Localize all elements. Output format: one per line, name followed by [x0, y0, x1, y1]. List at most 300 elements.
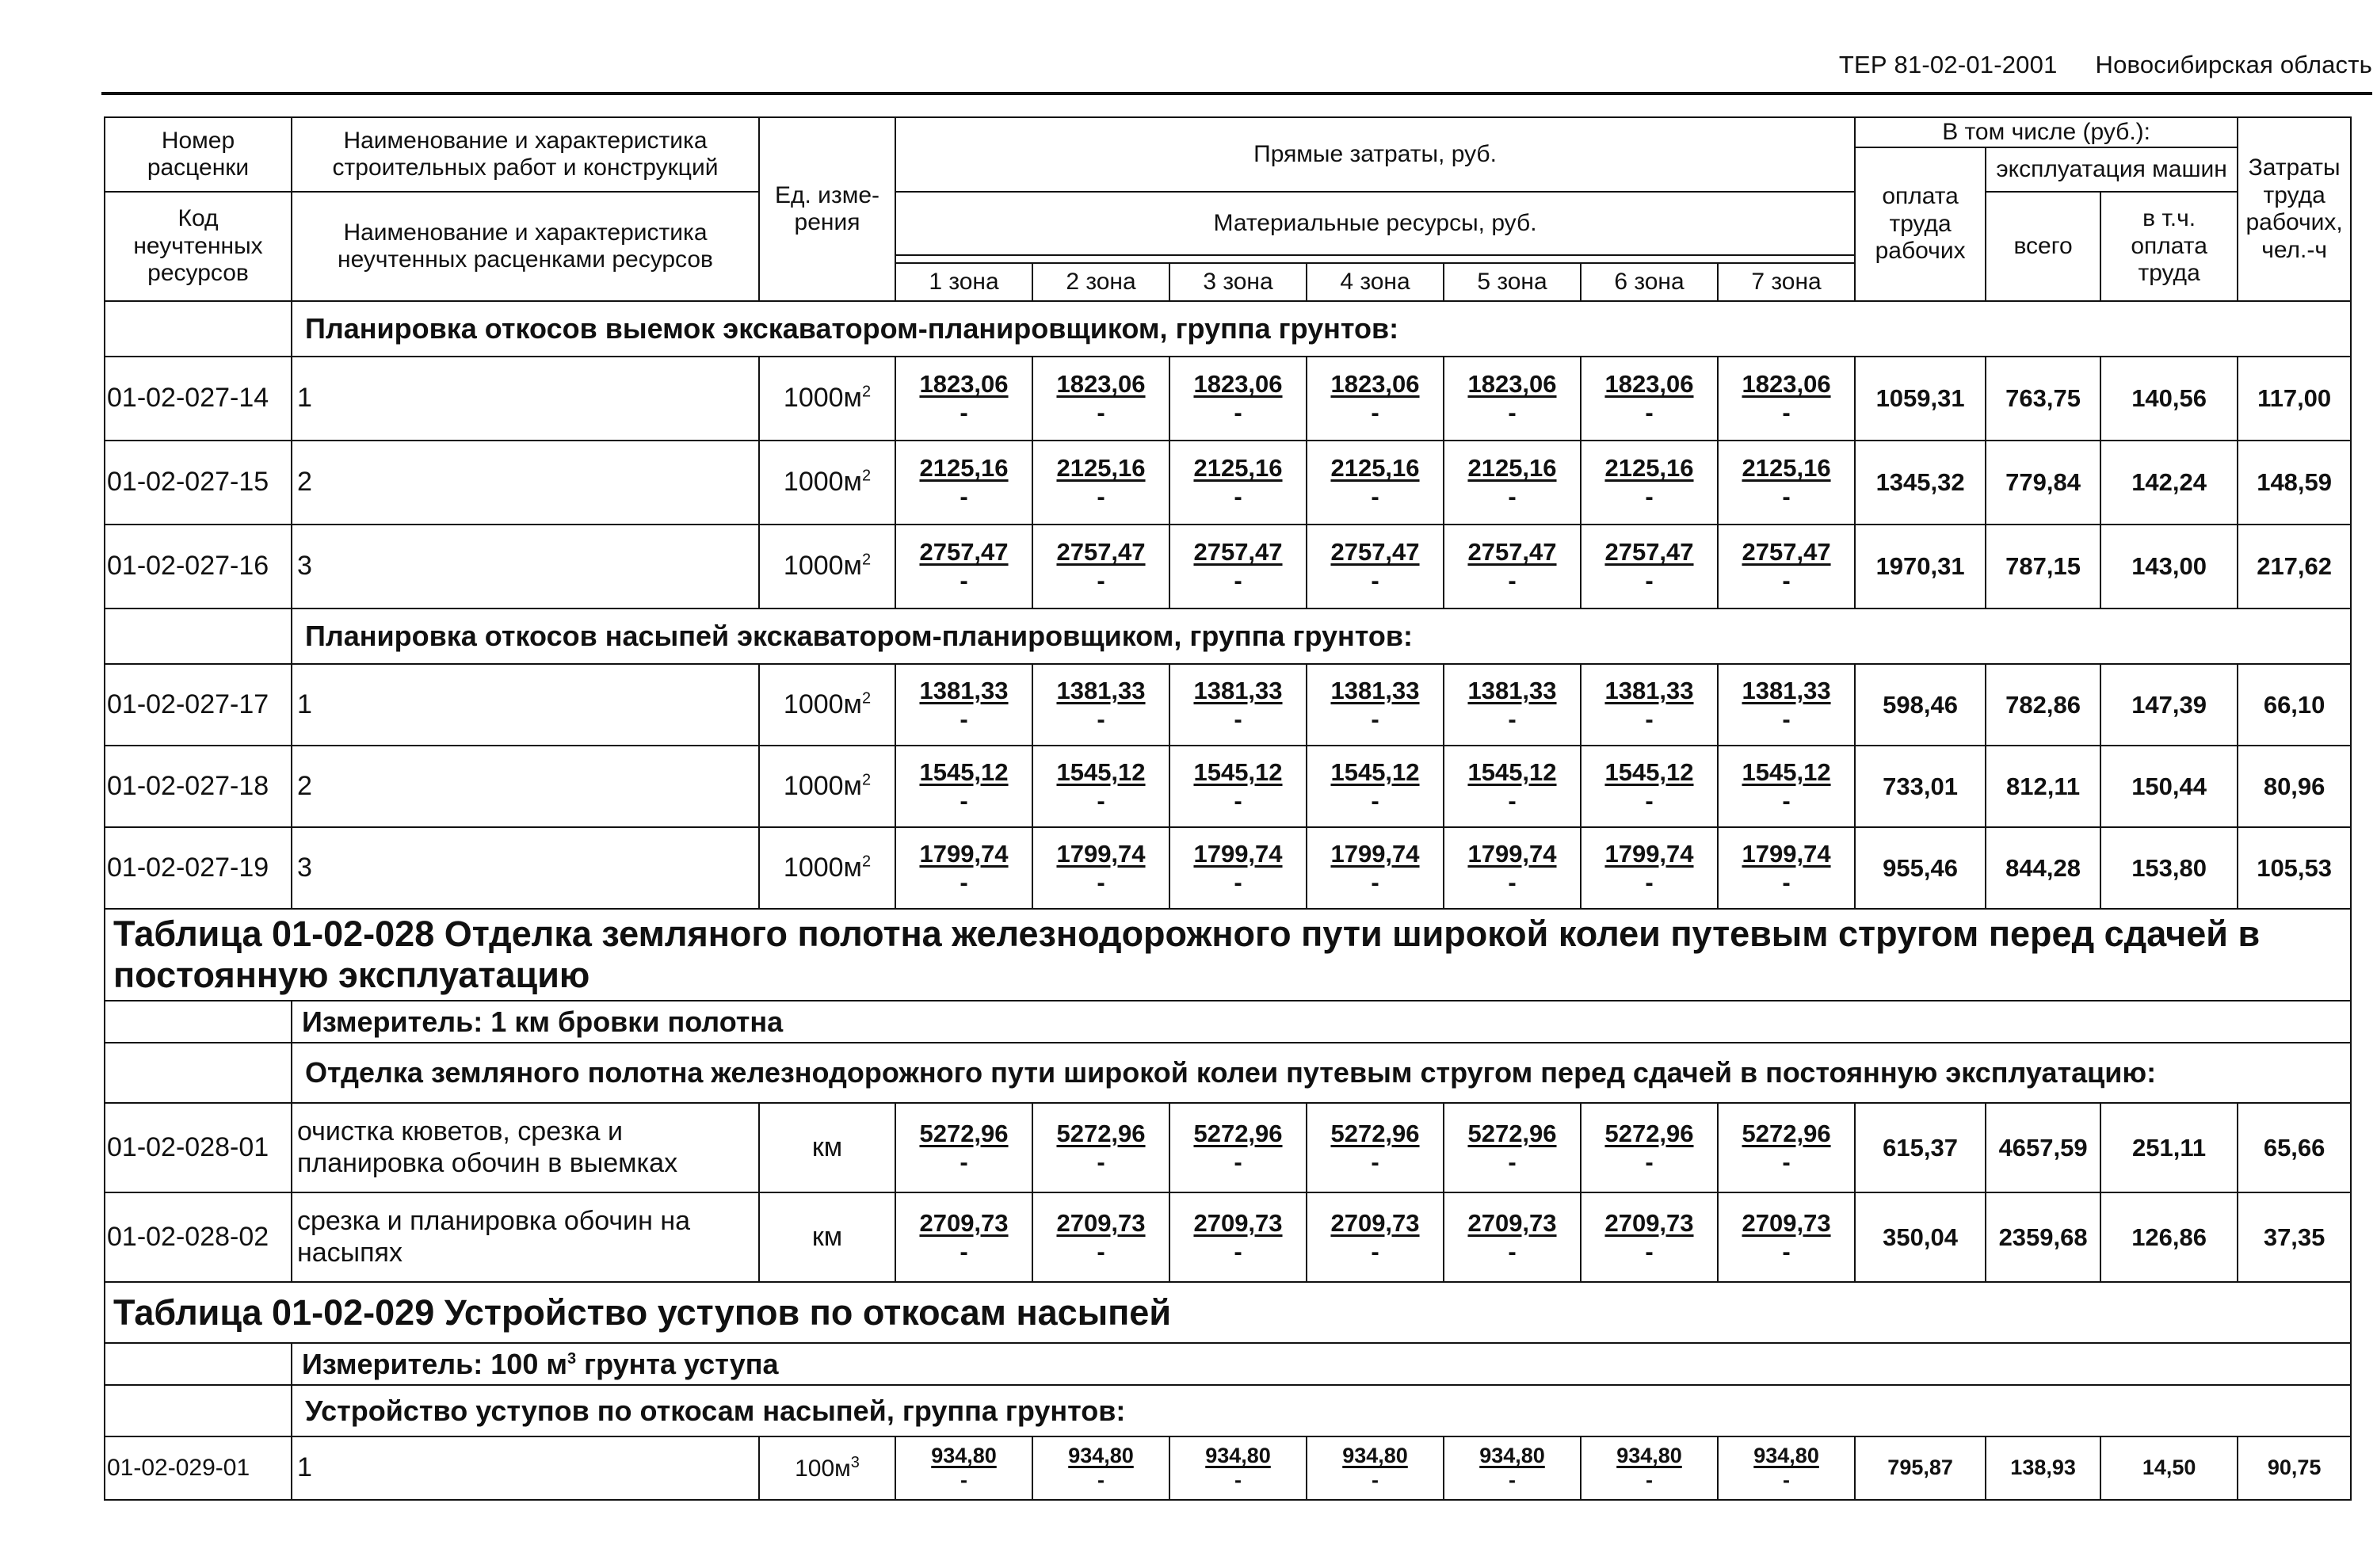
material-cost-zone-2 — [1032, 357, 1169, 441]
page-header — [1839, 51, 2372, 79]
material-cost-zone-2 — [1032, 746, 1169, 827]
material-cost-dash: - — [1508, 483, 1517, 510]
material-cost-zone-6 — [1581, 1436, 1718, 1500]
header-spacer — [895, 255, 1855, 263]
labor-hours-value: 105,53 — [2238, 827, 2351, 909]
rate-name: 1 — [292, 357, 759, 441]
material-cost-value: 2757,47 — [1330, 538, 1420, 567]
material-cost-dash: - — [1234, 399, 1242, 426]
machines-labor-value: 126,86 — [2100, 1192, 2238, 1282]
material-cost-dash: - — [1234, 1147, 1242, 1176]
material-cost-value: 1823,06 — [1193, 370, 1283, 399]
material-cost-value: 2125,16 — [1193, 454, 1283, 483]
material-cost-value: 1381,33 — [1330, 676, 1420, 704]
meter-text: Измеритель: 100 м — [302, 1347, 567, 1380]
unit-text: 1000м — [783, 770, 862, 801]
table-029-title-row — [105, 1282, 2351, 1343]
zone-header-3: 3 зона — [1169, 263, 1307, 301]
material-cost-value: 5272,96 — [1604, 1119, 1694, 1147]
material-cost-zone-6 — [1581, 827, 1718, 909]
zone-header-5: 5 зона — [1444, 263, 1581, 301]
material-cost-value: 1545,12 — [919, 757, 1009, 786]
labor-hours-value: 65,66 — [2238, 1103, 2351, 1192]
unit-text: 1000м — [783, 852, 862, 883]
rate-name: 1 — [292, 664, 759, 746]
material-cost-zone-1 — [895, 1192, 1032, 1282]
material-cost-value: 1545,12 — [1330, 757, 1420, 786]
material-cost-zone-2 — [1032, 664, 1169, 746]
material-cost-dash: - — [1234, 567, 1242, 594]
material-cost-dash: - — [1234, 483, 1242, 510]
rate-code: 01-02-027-19 — [105, 827, 292, 909]
material-cost-dash: - — [1782, 483, 1791, 510]
material-cost-dash: - — [1097, 1147, 1105, 1176]
table-row — [105, 1192, 2351, 1282]
material-cost-dash: - — [960, 868, 968, 896]
unit-text: 100м — [795, 1455, 851, 1482]
labor-hours-value: 66,10 — [2238, 664, 2351, 746]
material-cost-zone-7 — [1718, 357, 1855, 441]
material-cost-dash: - — [1645, 1237, 1654, 1265]
material-cost-dash: - — [1508, 786, 1517, 815]
material-cost-value: 1381,33 — [1742, 676, 1831, 704]
material-cost-value: 1545,12 — [1742, 757, 1831, 786]
material-cost-zone-7 — [1718, 441, 1855, 525]
material-cost-zone-5 — [1444, 1103, 1581, 1192]
labor-pay-value: 795,87 — [1855, 1436, 1986, 1500]
material-cost-dash: - — [1097, 1468, 1105, 1492]
labor-pay-value: 615,37 — [1855, 1103, 1986, 1192]
table-028-meter-row — [105, 1001, 2351, 1043]
material-cost-dash: - — [1097, 786, 1105, 815]
table-row — [105, 1103, 2351, 1192]
machines-labor-value: 14,50 — [2100, 1436, 2238, 1500]
material-cost-dash: - — [960, 567, 968, 594]
material-cost-value: 1381,33 — [1604, 676, 1694, 704]
material-cost-dash: - — [1782, 567, 1791, 594]
column-header-direct-costs: Прямые затраты, руб. — [895, 117, 1855, 192]
column-header-unit: Ед. изме- рения — [759, 117, 895, 301]
material-cost-value: 2125,16 — [1742, 454, 1831, 483]
rate-name: очистка кюветов, срезка и планировка обочин в выемках — [292, 1103, 759, 1192]
machines-labor-value: 153,80 — [2100, 827, 2238, 909]
material-cost-zone-3 — [1169, 827, 1307, 909]
group-title: Планировка откосов выемок экскаватором-планировщиком, группа грунтов: — [292, 301, 2351, 357]
material-cost-dash: - — [1782, 399, 1791, 426]
rate-code: 01-02-027-18 — [105, 746, 292, 827]
table-029-group-title: Устройство уступов по откосам насыпей, группа грунтов: — [292, 1385, 2351, 1436]
rate-unit — [759, 1103, 895, 1192]
machines-labor-value: 143,00 — [2100, 525, 2238, 609]
material-cost-dash: - — [960, 704, 968, 733]
material-cost-zone-5 — [1444, 746, 1581, 827]
material-cost-dash: - — [1508, 1147, 1517, 1176]
material-cost-value: 2125,16 — [1604, 454, 1694, 483]
material-cost-value: 2709,73 — [1467, 1208, 1557, 1237]
table-row — [105, 525, 2351, 609]
material-cost-dash: - — [1371, 399, 1379, 426]
material-cost-zone-5 — [1444, 525, 1581, 609]
material-cost-zone-5 — [1444, 827, 1581, 909]
empty-cell — [105, 1001, 292, 1043]
material-cost-zone-4 — [1307, 746, 1444, 827]
table-028-title: Таблица 01-02-028 Отделка земляного полотна железнодорожного пути широкой колеи путевым стругом перед сдачей в постоянную эксплуатацию — [105, 909, 2351, 1001]
material-cost-value: 934,80 — [1342, 1443, 1408, 1467]
material-cost-dash: - — [1782, 1147, 1791, 1176]
meter-power: 3 — [567, 1349, 577, 1368]
rate-unit — [759, 1436, 895, 1500]
unit-power: 2 — [861, 689, 872, 708]
table-028-meter — [292, 1001, 2351, 1043]
doc-code: ТЕР 81-02-01-2001 — [1838, 51, 2058, 78]
table-029-meter — [292, 1343, 2351, 1385]
material-cost-zone-4 — [1307, 664, 1444, 746]
material-cost-zone-4 — [1307, 357, 1444, 441]
material-cost-value: 1823,06 — [1467, 370, 1557, 399]
table-028-title-row — [105, 909, 2351, 1001]
material-cost-value: 5272,96 — [1193, 1119, 1283, 1147]
material-cost-value: 2125,16 — [1056, 454, 1146, 483]
material-cost-zone-3 — [1169, 664, 1307, 746]
material-cost-value: 2757,47 — [1742, 538, 1831, 567]
material-cost-dash: - — [1097, 868, 1105, 896]
column-header-machines-total: всего — [1986, 192, 2100, 301]
table-row — [105, 664, 2351, 746]
material-cost-dash: - — [1371, 483, 1379, 510]
material-cost-value: 5272,96 — [1056, 1119, 1146, 1147]
material-cost-zone-3 — [1169, 746, 1307, 827]
meter-text-rest: грунта уступа — [576, 1347, 779, 1380]
region-name: Новосибирская область — [2095, 51, 2372, 78]
column-header-resource-name: Наименование и характеристика неучтенных расценками ресурсов — [292, 192, 759, 301]
material-cost-zone-2 — [1032, 827, 1169, 909]
rate-unit — [759, 525, 895, 609]
table-row — [105, 827, 2351, 909]
material-cost-zone-2 — [1032, 1103, 1169, 1192]
material-cost-value: 5272,96 — [1467, 1119, 1557, 1147]
material-cost-dash: - — [1508, 704, 1517, 733]
labor-hours-value: 148,59 — [2238, 441, 2351, 525]
unit-power: 2 — [861, 551, 872, 570]
material-cost-value: 934,80 — [1068, 1443, 1134, 1467]
material-cost-value: 2757,47 — [1604, 538, 1694, 567]
material-cost-zone-7 — [1718, 1436, 1855, 1500]
material-cost-value: 2709,73 — [1193, 1208, 1283, 1237]
rate-name: 3 — [292, 525, 759, 609]
table-029-group-title-row — [105, 1385, 2351, 1436]
material-cost-value: 1381,33 — [1467, 676, 1557, 704]
material-cost-dash: - — [960, 399, 968, 426]
unit-text: км — [811, 1221, 843, 1252]
rate-unit — [759, 1192, 895, 1282]
material-cost-zone-7 — [1718, 525, 1855, 609]
material-cost-zone-3 — [1169, 357, 1307, 441]
material-cost-dash: - — [1509, 1468, 1516, 1492]
material-cost-dash: - — [1234, 786, 1242, 815]
material-cost-dash: - — [960, 483, 968, 510]
labor-pay-value: 1970,31 — [1855, 525, 1986, 609]
material-cost-zone-3 — [1169, 1192, 1307, 1282]
material-cost-dash: - — [1097, 567, 1105, 594]
zone-header-4: 4 зона — [1307, 263, 1444, 301]
column-header-labor-costs: Затраты труда рабочих, чел.-ч — [2238, 117, 2351, 301]
labor-pay-value: 1345,32 — [1855, 441, 1986, 525]
rate-unit — [759, 441, 895, 525]
material-cost-zone-3 — [1169, 441, 1307, 525]
material-cost-dash: - — [1645, 868, 1654, 896]
table-028-group-title-row — [105, 1043, 2351, 1103]
material-cost-dash: - — [1371, 1147, 1379, 1176]
machines-labor-value: 140,56 — [2100, 357, 2238, 441]
labor-pay-value: 350,04 — [1855, 1192, 1986, 1282]
material-cost-dash: - — [1508, 1237, 1517, 1265]
group-title: Планировка откосов насыпей экскаватором-планировщиком, группа грунтов: — [292, 609, 2351, 664]
material-cost-value: 1545,12 — [1193, 757, 1283, 786]
material-cost-dash: - — [1508, 399, 1517, 426]
material-cost-value: 1381,33 — [1193, 676, 1283, 704]
material-cost-value: 1823,06 — [1330, 370, 1420, 399]
material-cost-value: 1799,74 — [1742, 839, 1831, 868]
header-rule — [101, 92, 2372, 95]
material-cost-value: 1545,12 — [1467, 757, 1557, 786]
material-cost-zone-1 — [895, 525, 1032, 609]
material-cost-value: 2709,73 — [919, 1208, 1009, 1237]
material-cost-dash: - — [1234, 868, 1242, 896]
material-cost-dash: - — [1782, 868, 1791, 896]
material-cost-dash: - — [1508, 868, 1517, 896]
material-cost-value: 934,80 — [931, 1443, 997, 1467]
table-029-title: Таблица 01-02-029 Устройство уступов по откосам насыпей — [105, 1282, 2351, 1343]
machines-total-value: 844,28 — [1986, 827, 2100, 909]
machines-total-value: 2359,68 — [1986, 1192, 2100, 1282]
unit-text: 1000м — [783, 467, 862, 498]
material-cost-value: 2757,47 — [1056, 538, 1146, 567]
labor-hours-value: 37,35 — [2238, 1192, 2351, 1282]
empty-cell — [105, 1343, 292, 1385]
material-cost-value: 934,80 — [1616, 1443, 1682, 1467]
material-cost-zone-3 — [1169, 525, 1307, 609]
rate-name: 3 — [292, 827, 759, 909]
material-cost-dash: - — [1508, 567, 1517, 594]
rate-name: срезка и планировка обочин на насыпях — [292, 1192, 759, 1282]
rate-name: 2 — [292, 746, 759, 827]
labor-hours-value: 80,96 — [2238, 746, 2351, 827]
material-cost-zone-5 — [1444, 1192, 1581, 1282]
material-cost-zone-1 — [895, 1436, 1032, 1500]
material-cost-dash: - — [1234, 1468, 1242, 1492]
material-cost-value: 1823,06 — [1056, 370, 1146, 399]
material-cost-value: 2757,47 — [1193, 538, 1283, 567]
rate-code: 01-02-027-17 — [105, 664, 292, 746]
rate-code: 01-02-027-15 — [105, 441, 292, 525]
machines-total-value: 763,75 — [1986, 357, 2100, 441]
material-cost-zone-1 — [895, 827, 1032, 909]
unit-power: 2 — [861, 383, 872, 402]
material-cost-dash: - — [960, 1237, 968, 1265]
machines-total-value: 812,11 — [1986, 746, 2100, 827]
labor-pay-value: 955,46 — [1855, 827, 1986, 909]
column-header-labor-pay: оплата труда рабочих — [1855, 147, 1986, 301]
column-header-machines: эксплуатация машин — [1986, 147, 2238, 192]
material-cost-zone-2 — [1032, 441, 1169, 525]
unit-power: 3 — [850, 1453, 860, 1471]
column-header-resource-code: Код неучтенных ресурсов — [105, 192, 292, 301]
unit-text: 1000м — [783, 551, 862, 582]
labor-hours-value: 117,00 — [2238, 357, 2351, 441]
machines-labor-value: 142,24 — [2100, 441, 2238, 525]
material-cost-zone-4 — [1307, 827, 1444, 909]
rate-name: 2 — [292, 441, 759, 525]
rate-code: 01-02-027-14 — [105, 357, 292, 441]
material-cost-zone-2 — [1032, 1436, 1169, 1500]
material-cost-value: 1381,33 — [919, 676, 1009, 704]
material-cost-dash: - — [1097, 1237, 1105, 1265]
table-row — [105, 746, 2351, 827]
labor-pay-value: 733,01 — [1855, 746, 1986, 827]
zone-header-2: 2 зона — [1032, 263, 1169, 301]
material-cost-value: 1799,74 — [1604, 839, 1694, 868]
material-cost-value: 1799,74 — [1193, 839, 1283, 868]
header-row-1 — [105, 117, 2351, 147]
material-cost-dash: - — [1097, 399, 1105, 426]
column-header-name: Наименование и характеристика строительных работ и конструкций — [292, 117, 759, 192]
material-cost-dash: - — [960, 1147, 968, 1176]
rate-code: 01-02-027-16 — [105, 525, 292, 609]
material-cost-zone-5 — [1444, 357, 1581, 441]
meter-text: Измеритель: 1 км бровки полотна — [302, 1005, 784, 1038]
material-cost-dash: - — [1782, 1237, 1791, 1265]
material-cost-zone-1 — [895, 1103, 1032, 1192]
material-cost-zone-6 — [1581, 1103, 1718, 1192]
material-cost-zone-6 — [1581, 357, 1718, 441]
material-cost-dash: - — [1371, 704, 1379, 733]
material-cost-dash: - — [1645, 704, 1654, 733]
zone-header-7: 7 зона — [1718, 263, 1855, 301]
material-cost-zone-7 — [1718, 664, 1855, 746]
rate-unit — [759, 664, 895, 746]
material-cost-zone-1 — [895, 441, 1032, 525]
header-row-3 — [105, 192, 2351, 255]
material-cost-dash: - — [1371, 567, 1379, 594]
material-cost-value: 2125,16 — [919, 454, 1009, 483]
machines-total-value: 4657,59 — [1986, 1103, 2100, 1192]
material-cost-dash: - — [960, 786, 968, 815]
material-cost-zone-7 — [1718, 1103, 1855, 1192]
material-cost-zone-4 — [1307, 441, 1444, 525]
material-cost-zone-6 — [1581, 441, 1718, 525]
empty-cell — [105, 609, 292, 664]
table-row — [105, 441, 2351, 525]
unit-text: км — [811, 1131, 843, 1162]
machines-labor-value: 150,44 — [2100, 746, 2238, 827]
material-cost-zone-2 — [1032, 1192, 1169, 1282]
material-cost-value: 5272,96 — [919, 1119, 1009, 1147]
rate-unit — [759, 357, 895, 441]
material-cost-value: 934,80 — [1479, 1443, 1545, 1467]
material-cost-value: 1545,12 — [1056, 757, 1146, 786]
material-cost-value: 934,80 — [1753, 1443, 1819, 1467]
material-cost-value: 2709,73 — [1742, 1208, 1831, 1237]
group-title-row — [105, 301, 2351, 357]
rate-unit — [759, 827, 895, 909]
material-cost-zone-4 — [1307, 1103, 1444, 1192]
material-cost-zone-2 — [1032, 525, 1169, 609]
material-cost-value: 2709,73 — [1056, 1208, 1146, 1237]
material-cost-dash: - — [1782, 704, 1791, 733]
material-cost-value: 2757,47 — [1467, 538, 1557, 567]
unit-power: 2 — [861, 467, 872, 486]
empty-cell — [105, 1385, 292, 1436]
material-cost-zone-5 — [1444, 441, 1581, 525]
material-cost-zone-4 — [1307, 525, 1444, 609]
labor-pay-value: 1059,31 — [1855, 357, 1986, 441]
material-cost-zone-5 — [1444, 664, 1581, 746]
material-cost-zone-6 — [1581, 525, 1718, 609]
material-cost-dash: - — [1372, 1468, 1379, 1492]
material-cost-value: 1823,06 — [1742, 370, 1831, 399]
material-cost-dash: - — [1783, 1468, 1791, 1492]
machines-total-value: 779,84 — [1986, 441, 2100, 525]
column-header-number: Номер расценки — [105, 117, 292, 192]
empty-cell — [105, 301, 292, 357]
table-029-meter-row — [105, 1343, 2351, 1385]
column-header-machines-labor: в т.ч. оплата труда — [2100, 192, 2238, 301]
table-row — [105, 1436, 2351, 1500]
zone-header-6: 6 зона — [1581, 263, 1718, 301]
material-cost-zone-3 — [1169, 1436, 1307, 1500]
unit-text: 1000м — [783, 689, 862, 719]
material-cost-value: 934,80 — [1205, 1443, 1271, 1467]
material-cost-dash: - — [1645, 567, 1654, 594]
material-cost-dash: - — [1645, 399, 1654, 426]
material-cost-value: 2709,73 — [1604, 1208, 1694, 1237]
zone-header-1: 1 зона — [895, 263, 1032, 301]
machines-total-value: 138,93 — [1986, 1436, 2100, 1500]
unit-power: 2 — [861, 771, 872, 789]
rate-name: 1 — [292, 1436, 759, 1500]
rates-table — [104, 116, 2352, 1501]
table-row — [105, 357, 2351, 441]
material-cost-dash: - — [1782, 786, 1791, 815]
material-cost-dash: - — [960, 1468, 967, 1492]
material-cost-dash: - — [1645, 1147, 1654, 1176]
material-cost-value: 1381,33 — [1056, 676, 1146, 704]
material-cost-dash: - — [1371, 868, 1379, 896]
material-cost-zone-5 — [1444, 1436, 1581, 1500]
material-cost-zone-7 — [1718, 1192, 1855, 1282]
material-cost-dash: - — [1645, 786, 1654, 815]
rate-code: 01-02-028-02 — [105, 1192, 292, 1282]
machines-labor-value: 251,11 — [2100, 1103, 2238, 1192]
material-cost-value: 2757,47 — [919, 538, 1009, 567]
material-cost-zone-3 — [1169, 1103, 1307, 1192]
labor-hours-value: 90,75 — [2238, 1436, 2351, 1500]
material-cost-value: 1799,74 — [919, 839, 1009, 868]
material-cost-value: 1545,12 — [1604, 757, 1694, 786]
material-cost-zone-6 — [1581, 1192, 1718, 1282]
unit-text: 1000м — [783, 383, 862, 414]
column-header-material-resources: Материальные ресурсы, руб. — [895, 192, 1855, 255]
rate-unit — [759, 746, 895, 827]
material-cost-dash: - — [1371, 786, 1379, 815]
unit-power: 2 — [861, 853, 872, 871]
machines-labor-value: 147,39 — [2100, 664, 2238, 746]
material-cost-value: 1799,74 — [1330, 839, 1420, 868]
rate-code: 01-02-029-01 — [105, 1436, 292, 1500]
material-cost-zone-4 — [1307, 1436, 1444, 1500]
material-cost-value: 2125,16 — [1330, 454, 1420, 483]
material-cost-dash: - — [1234, 704, 1242, 733]
